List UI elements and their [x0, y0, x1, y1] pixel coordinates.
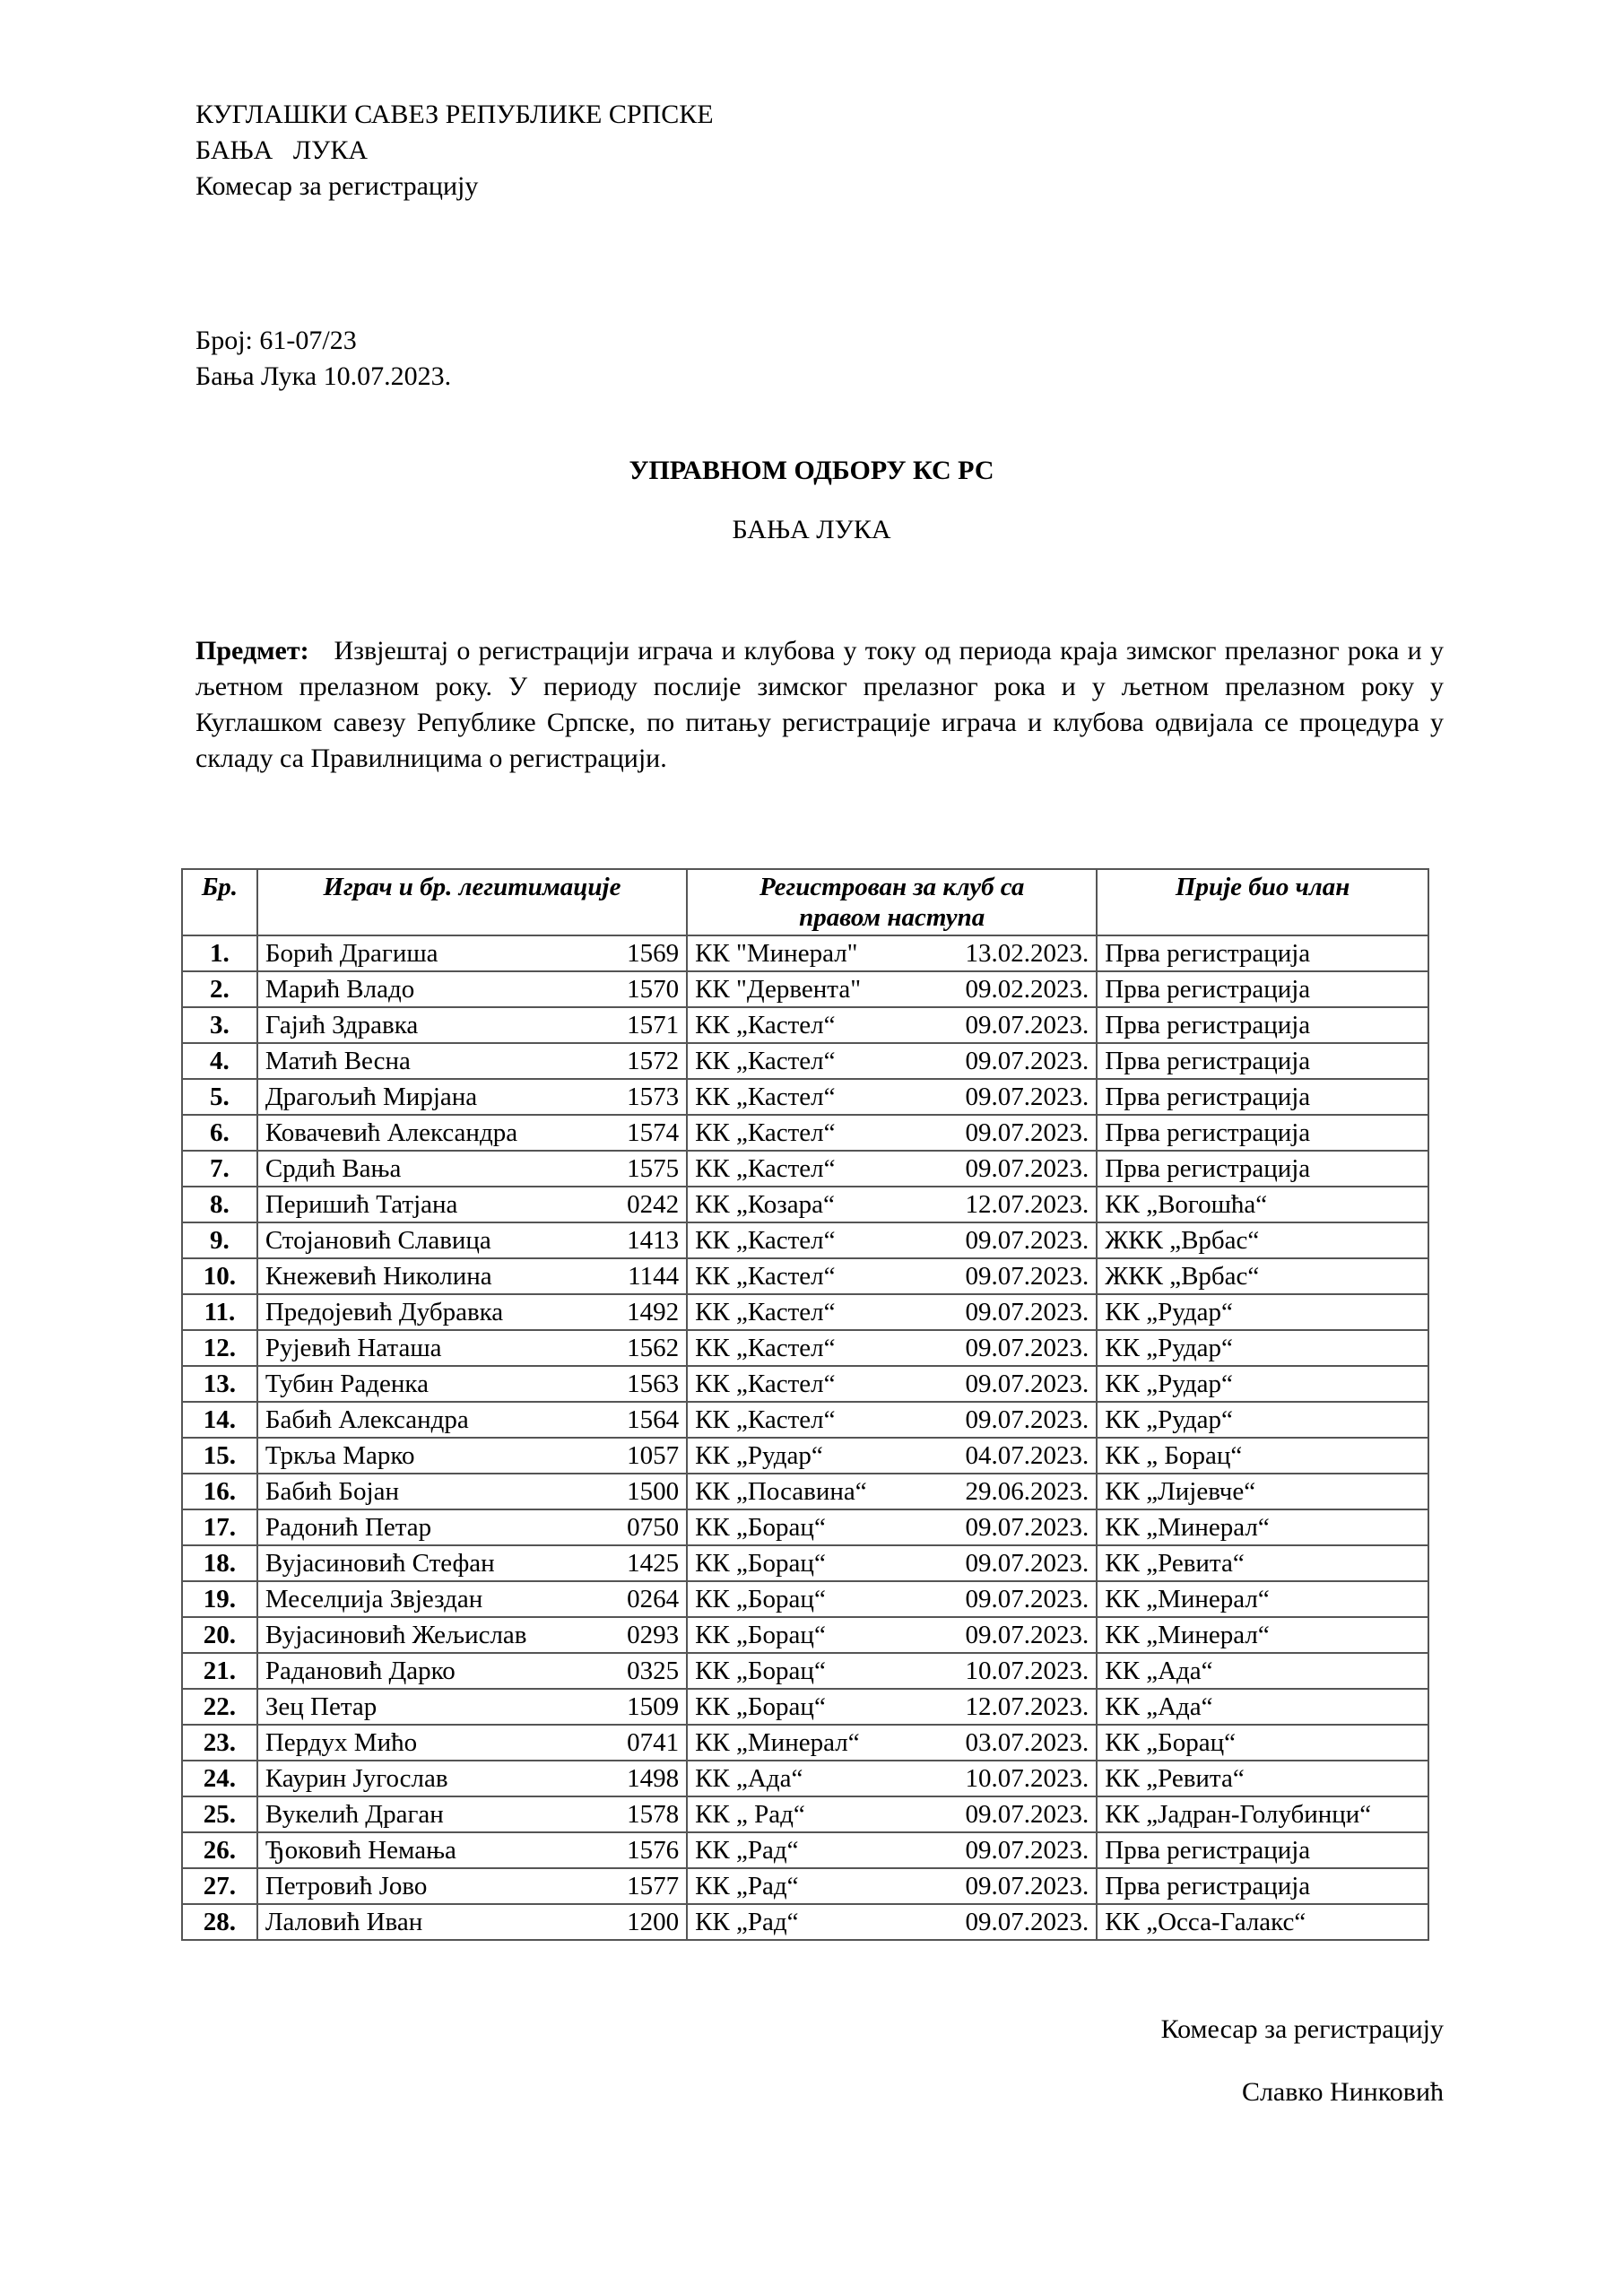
club-cell [687, 1115, 1097, 1151]
previous-club: Прва регистрација [1097, 1079, 1428, 1115]
license-number: 1057 [627, 1441, 680, 1470]
table-row [182, 1653, 1428, 1689]
club-name: КК „Кастел“ [695, 1405, 836, 1434]
previous-club: КК „Минерал“ [1097, 1581, 1428, 1617]
previous-club: Прва регистрација [1097, 1868, 1428, 1904]
table-row [182, 1079, 1428, 1115]
addressee-city: БАЊА ЛУКА [732, 515, 891, 544]
club-cell [687, 1366, 1097, 1402]
club-name: КК „Рудар“ [695, 1441, 823, 1470]
license-number: 1413 [627, 1226, 680, 1255]
row-number: 2. [182, 971, 257, 1007]
table-row [182, 1258, 1428, 1294]
club-cell [687, 1330, 1097, 1366]
player-cell [257, 1187, 687, 1222]
table-row [182, 1725, 1428, 1761]
previous-club: КК „Минерал“ [1097, 1617, 1428, 1653]
table-row [182, 1796, 1428, 1832]
player-cell [257, 1330, 687, 1366]
club-cell [687, 1294, 1097, 1330]
player-name: Стојановић Славица [265, 1226, 491, 1255]
player-cell [257, 1294, 687, 1330]
player-name: Петровић Јово [265, 1872, 428, 1900]
player-name: Радонић Петар [265, 1513, 432, 1542]
row-number: 21. [182, 1653, 257, 1689]
registration-date: 09.07.2023. [965, 1011, 1089, 1039]
row-number: 27. [182, 1868, 257, 1904]
row-number: 20. [182, 1617, 257, 1653]
license-number: 1574 [627, 1118, 680, 1147]
table-body [182, 935, 1428, 1940]
club-cell [687, 1545, 1097, 1581]
table-row [182, 1402, 1428, 1438]
org-name: КУГЛАШКИ САВЕЗ РЕПУБЛИКЕ СРПСКЕ [195, 100, 714, 129]
previous-club: КК „Борац“ [1097, 1725, 1428, 1761]
header-num: Бр. [182, 869, 257, 935]
player-name: Ђоковић Немања [265, 1836, 456, 1865]
license-number: 1563 [627, 1370, 680, 1398]
registration-date: 09.07.2023. [965, 1370, 1089, 1398]
license-number: 1576 [627, 1836, 680, 1865]
previous-club: КК „Јадран-Голубинци“ [1097, 1796, 1428, 1832]
previous-club: КК „Ревита“ [1097, 1761, 1428, 1796]
row-number: 14. [182, 1402, 257, 1438]
player-cell [257, 1079, 687, 1115]
license-number: 1509 [627, 1692, 680, 1721]
license-number: 0242 [627, 1190, 680, 1219]
table-header-row [182, 869, 1428, 935]
row-number: 22. [182, 1689, 257, 1725]
club-cell [687, 935, 1097, 971]
license-number: 1577 [627, 1872, 680, 1900]
license-number: 0264 [627, 1585, 680, 1613]
license-number: 0750 [627, 1513, 680, 1542]
club-name: КК „Борац“ [695, 1585, 826, 1613]
player-name: Предојевић Дубравка [265, 1298, 504, 1326]
row-number: 15. [182, 1438, 257, 1474]
license-number: 1564 [627, 1405, 680, 1434]
registration-date: 09.07.2023. [965, 1118, 1089, 1147]
row-number: 12. [182, 1330, 257, 1366]
club-name: КК „Ада“ [695, 1764, 803, 1793]
club-cell [687, 1402, 1097, 1438]
club-name: КК "Дервента" [695, 975, 862, 1004]
registration-date: 12.07.2023. [965, 1190, 1089, 1219]
player-cell [257, 935, 687, 971]
club-cell [687, 1187, 1097, 1222]
club-cell [687, 1007, 1097, 1043]
table-row [182, 1115, 1428, 1151]
club-cell [687, 1438, 1097, 1474]
club-name: КК „Борац“ [695, 1657, 826, 1685]
player-cell [257, 1545, 687, 1581]
player-name: Меселџија Звјездан [265, 1585, 483, 1613]
club-name: КК „Кастел“ [695, 1154, 836, 1183]
license-number: 1492 [627, 1298, 680, 1326]
reference-number: Број: 61-07/23 [195, 326, 357, 355]
reference-date: Бања Лука 10.07.2023. [195, 361, 452, 391]
club-cell [687, 1725, 1097, 1761]
license-number: 0325 [627, 1657, 680, 1685]
previous-club: КК „Осса-Галакс“ [1097, 1904, 1428, 1940]
registration-date: 09.07.2023. [965, 1621, 1089, 1649]
license-number: 1575 [627, 1154, 680, 1183]
row-number: 19. [182, 1581, 257, 1617]
row-number: 26. [182, 1832, 257, 1868]
row-number: 18. [182, 1545, 257, 1581]
player-cell [257, 1115, 687, 1151]
license-number: 1562 [627, 1334, 680, 1362]
table-row [182, 1330, 1428, 1366]
table-row [182, 1832, 1428, 1868]
player-name: Тубин Раденка [265, 1370, 429, 1398]
registration-date: 09.07.2023. [965, 1836, 1089, 1865]
player-name: Пердух Мићо [265, 1728, 418, 1757]
club-name: КК „Кастел“ [695, 1298, 836, 1326]
table-row [182, 1151, 1428, 1187]
club-cell [687, 1904, 1097, 1940]
player-name: Гајић Здравка [265, 1011, 419, 1039]
previous-club: Прва регистрација [1097, 935, 1428, 971]
registration-date: 09.07.2023. [965, 1405, 1089, 1434]
license-number: 1500 [627, 1477, 680, 1506]
table-row [182, 1689, 1428, 1725]
player-name: Вукелић Драган [265, 1800, 444, 1829]
row-number: 13. [182, 1366, 257, 1402]
previous-club: КК „Рудар“ [1097, 1366, 1428, 1402]
player-name: Бабић Бојан [265, 1477, 399, 1506]
player-cell [257, 1402, 687, 1438]
signature-name: Славко Нинковић [1241, 2077, 1444, 2107]
registration-date: 09.07.2023. [965, 1334, 1089, 1362]
player-cell [257, 1653, 687, 1689]
row-number: 17. [182, 1509, 257, 1545]
club-name: КК „Борац“ [695, 1549, 826, 1578]
subject-label: Предмет: [195, 636, 309, 665]
registration-date: 13.02.2023. [965, 939, 1089, 968]
player-name: Борић Драгиша [265, 939, 438, 968]
club-cell [687, 971, 1097, 1007]
player-cell [257, 1832, 687, 1868]
row-number: 16. [182, 1474, 257, 1509]
org-dept: Комесар за регистрацију [195, 171, 479, 201]
club-name: КК „Рад“ [695, 1836, 799, 1865]
row-number: 10. [182, 1258, 257, 1294]
registration-date: 09.07.2023. [965, 1083, 1089, 1111]
previous-club: Прва регистрација [1097, 1151, 1428, 1187]
header-prev: Прије био члан [1097, 869, 1428, 935]
club-name: КК „Минерал“ [695, 1728, 860, 1757]
table-row [182, 1545, 1428, 1581]
club-name: КК „Козара“ [695, 1190, 835, 1219]
table-row [182, 1366, 1428, 1402]
previous-club: КК „Ада“ [1097, 1653, 1428, 1689]
club-cell [687, 1617, 1097, 1653]
club-name: КК „ Рад“ [695, 1800, 805, 1829]
registration-date: 12.07.2023. [965, 1692, 1089, 1721]
player-cell [257, 1725, 687, 1761]
previous-club: Прва регистрација [1097, 1043, 1428, 1079]
player-cell [257, 1043, 687, 1079]
registration-date: 04.07.2023. [965, 1441, 1089, 1470]
previous-club: КК „Лијевче“ [1097, 1474, 1428, 1509]
player-name: Драгољић Мирјана [265, 1083, 478, 1111]
table-row [182, 1007, 1428, 1043]
registration-date: 09.07.2023. [965, 1549, 1089, 1578]
license-number: 1573 [627, 1083, 680, 1111]
club-cell [687, 1222, 1097, 1258]
club-name: КК „Кастел“ [695, 1047, 836, 1075]
license-number: 1569 [627, 939, 680, 968]
license-number: 1578 [627, 1800, 680, 1829]
club-cell [687, 1151, 1097, 1187]
table-row [182, 1438, 1428, 1474]
registration-date: 10.07.2023. [965, 1657, 1089, 1685]
registration-date: 09.07.2023. [965, 1298, 1089, 1326]
club-cell [687, 1832, 1097, 1868]
player-cell [257, 971, 687, 1007]
row-number: 4. [182, 1043, 257, 1079]
table-row [182, 1222, 1428, 1258]
previous-club: Прва регистрација [1097, 1832, 1428, 1868]
player-cell [257, 1581, 687, 1617]
registration-date: 09.07.2023. [965, 1047, 1089, 1075]
player-cell [257, 1438, 687, 1474]
row-number: 28. [182, 1904, 257, 1940]
club-name: КК „Кастел“ [695, 1011, 836, 1039]
license-number: 0293 [627, 1621, 680, 1649]
player-name: Кнежевић Николина [265, 1262, 492, 1291]
registration-table [181, 868, 1429, 1941]
registration-date: 09.07.2023. [965, 1262, 1089, 1291]
row-number: 23. [182, 1725, 257, 1761]
registration-date: 09.07.2023. [965, 1585, 1089, 1613]
club-name: КК „Борац“ [695, 1621, 826, 1649]
registration-date: 10.07.2023. [965, 1764, 1089, 1793]
license-number: 1498 [627, 1764, 680, 1793]
reference-block [195, 323, 451, 395]
player-cell [257, 1689, 687, 1725]
player-cell [257, 1258, 687, 1294]
row-number: 6. [182, 1115, 257, 1151]
player-name: Ковачевић Александра [265, 1118, 518, 1147]
license-number: 1570 [627, 975, 680, 1004]
registration-date: 09.02.2023. [965, 975, 1089, 1004]
registration-date: 09.07.2023. [965, 1800, 1089, 1829]
player-cell [257, 1868, 687, 1904]
table-row [182, 1868, 1428, 1904]
row-number: 5. [182, 1079, 257, 1115]
player-name: Вујасиновић Жељислав [265, 1621, 527, 1649]
previous-club: КК „Рудар“ [1097, 1294, 1428, 1330]
row-number: 11. [182, 1294, 257, 1330]
table-row [182, 1617, 1428, 1653]
table-row [182, 1904, 1428, 1940]
table-row [182, 971, 1428, 1007]
club-name: КК „Посавина“ [695, 1477, 867, 1506]
player-name: Матић Весна [265, 1047, 411, 1075]
player-cell [257, 1509, 687, 1545]
header-player: Играч и бр. легитимације [257, 869, 687, 935]
previous-club: КК „Ревита“ [1097, 1545, 1428, 1581]
table-row [182, 1474, 1428, 1509]
previous-club: Прва регистрација [1097, 971, 1428, 1007]
previous-club: КК „Рудар“ [1097, 1402, 1428, 1438]
license-number: 1425 [627, 1549, 680, 1578]
previous-club: Прва регистрација [1097, 1007, 1428, 1043]
previous-club: КК „Рудар“ [1097, 1330, 1428, 1366]
club-cell [687, 1689, 1097, 1725]
row-number: 8. [182, 1187, 257, 1222]
table-row [182, 1187, 1428, 1222]
addressee-title: УПРАВНОМ ОДБОРУ КС РС [629, 456, 994, 485]
row-number: 24. [182, 1761, 257, 1796]
org-city: БАЊА ЛУКА [195, 135, 369, 165]
player-cell [257, 1151, 687, 1187]
row-number: 7. [182, 1151, 257, 1187]
player-name: Радановић Дарко [265, 1657, 456, 1685]
license-number: 1200 [627, 1908, 680, 1936]
player-name: Вујасиновић Стефан [265, 1549, 495, 1578]
club-cell [687, 1079, 1097, 1115]
row-number: 25. [182, 1796, 257, 1832]
table-row [182, 1043, 1428, 1079]
signature-role: Комесар за регистрацију [1160, 2014, 1444, 2044]
club-cell [687, 1796, 1097, 1832]
player-cell [257, 1904, 687, 1940]
club-cell [687, 1761, 1097, 1796]
club-cell [687, 1509, 1097, 1545]
club-name: КК „Кастел“ [695, 1083, 836, 1111]
club-name: КК „Кастел“ [695, 1262, 836, 1291]
table-row [182, 1294, 1428, 1330]
club-cell [687, 1581, 1097, 1617]
player-name: Тркља Марко [265, 1441, 415, 1470]
player-cell [257, 1222, 687, 1258]
registration-date: 09.07.2023. [965, 1908, 1089, 1936]
player-cell [257, 1761, 687, 1796]
player-cell [257, 1366, 687, 1402]
player-name: Срдић Вања [265, 1154, 402, 1183]
club-name: КК „Борац“ [695, 1692, 826, 1721]
header-club [687, 869, 1097, 935]
previous-club: ЖКК „Врбас“ [1097, 1222, 1428, 1258]
club-cell [687, 1474, 1097, 1509]
letterhead [195, 97, 714, 204]
registration-date: 09.07.2023. [965, 1154, 1089, 1183]
license-number: 0741 [627, 1728, 680, 1757]
player-name: Лаловић Иван [265, 1908, 423, 1936]
license-number: 1572 [627, 1047, 680, 1075]
registration-date: 03.07.2023. [965, 1728, 1089, 1757]
subject-text: Извјештај о регистрацији играча и клубова у току од периода краја зимског прелазног рока и у љетном прелазном року. У периоду послије зимског прелазног рока и у љетном прелазном року у Куглашком савезу Републике Српске, по питању регистрације играча и клубова одвијала се процедура у складу са Правилницима о регистрацији. [195, 636, 1445, 773]
table-row [182, 1761, 1428, 1796]
player-name: Зец Петар [265, 1692, 378, 1721]
club-name: КК „Кастел“ [695, 1370, 836, 1398]
row-number: 1. [182, 935, 257, 971]
club-name: КК „Борац“ [695, 1513, 826, 1542]
previous-club: КК „Ада“ [1097, 1689, 1428, 1725]
player-cell [257, 1474, 687, 1509]
club-name: КК „Кастел“ [695, 1334, 836, 1362]
player-name: Рујевић Наташа [265, 1334, 442, 1362]
previous-club: КК „Минерал“ [1097, 1509, 1428, 1545]
registration-date: 09.07.2023. [965, 1226, 1089, 1255]
club-name: КК „Кастел“ [695, 1226, 836, 1255]
club-cell [687, 1043, 1097, 1079]
player-name: Каурин Југослав [265, 1764, 448, 1793]
previous-club: КК „Вогошћа“ [1097, 1187, 1428, 1222]
row-number: 9. [182, 1222, 257, 1258]
player-cell [257, 1007, 687, 1043]
previous-club: Прва регистрација [1097, 1115, 1428, 1151]
header-club-text: Регистрован за клуб са правом наступа [759, 873, 1025, 932]
registration-date: 09.07.2023. [965, 1872, 1089, 1900]
subject-paragraph [195, 633, 1444, 777]
club-cell [687, 1868, 1097, 1904]
player-name: Марић Владо [265, 975, 415, 1004]
club-cell [687, 1258, 1097, 1294]
club-name: КК „Рад“ [695, 1908, 799, 1936]
license-number: 1571 [627, 1011, 680, 1039]
club-name: КК "Минерал" [695, 939, 858, 968]
club-name: КК „Рад“ [695, 1872, 799, 1900]
club-name: КК „Кастел“ [695, 1118, 836, 1147]
table-row [182, 1581, 1428, 1617]
player-name: Бабић Александра [265, 1405, 469, 1434]
license-number: 1144 [628, 1262, 680, 1291]
registration-date: 09.07.2023. [965, 1513, 1089, 1542]
player-name: Перишић Татјана [265, 1190, 458, 1219]
previous-club: ЖКК „Врбас“ [1097, 1258, 1428, 1294]
table-row [182, 1509, 1428, 1545]
previous-club: КК „ Борац“ [1097, 1438, 1428, 1474]
row-number: 3. [182, 1007, 257, 1043]
registration-date: 29.06.2023. [965, 1477, 1089, 1506]
club-cell [687, 1653, 1097, 1689]
table-row [182, 935, 1428, 971]
player-cell [257, 1796, 687, 1832]
player-cell [257, 1617, 687, 1653]
